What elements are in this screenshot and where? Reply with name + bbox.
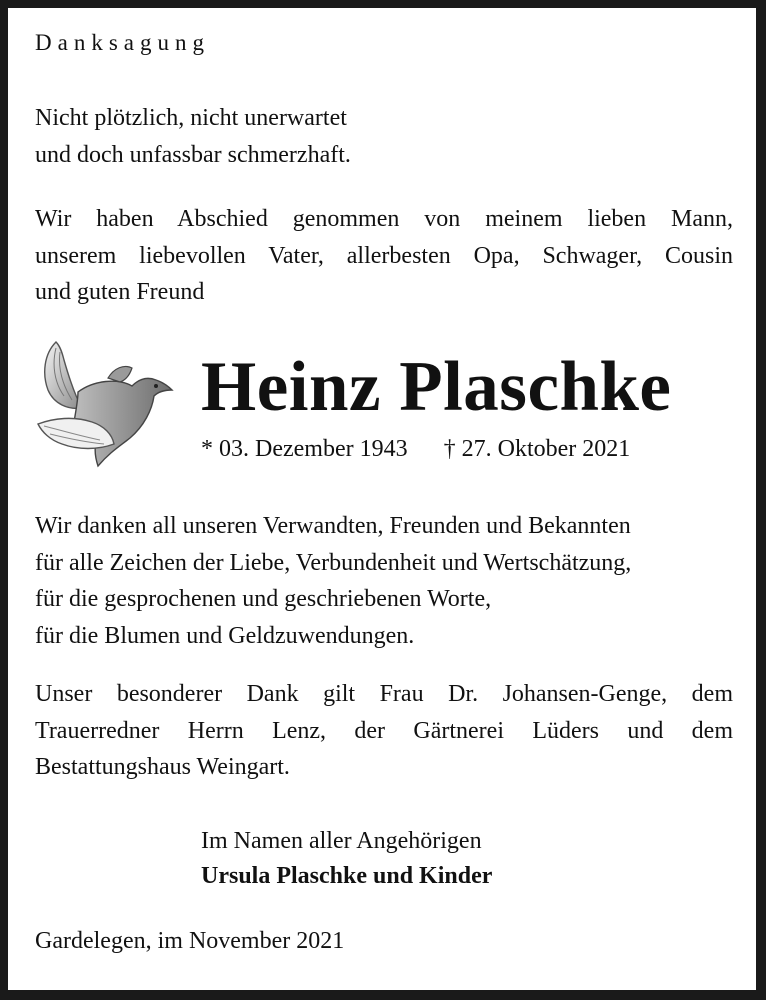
thanks-line: Wir danken all unseren Verwandten, Freunden und Bekannten bbox=[35, 513, 631, 539]
special-line: Bestattungshaus Weingart. bbox=[35, 754, 290, 780]
intro-line: und doch unfassbar schmerzhaft. bbox=[35, 141, 351, 168]
farewell-line: und guten Freund bbox=[35, 279, 205, 305]
thanks-text bbox=[35, 508, 733, 654]
special-line: Trauerredner Herrn Lenz, der Gärtnerei Lüders und dem bbox=[35, 717, 733, 744]
signature bbox=[201, 824, 492, 894]
death-date: † 27. Oktober 2021 bbox=[443, 436, 631, 462]
farewell-line: Wir haben Abschied genommen von meinem lieben Mann, bbox=[35, 206, 733, 232]
intro-line: Nicht plötzlich, nicht unerwartet bbox=[35, 105, 347, 131]
birth-date: * 03. Dezember 1943 bbox=[201, 436, 408, 462]
special-line: Unser besonderer Dank gilt Frau Dr. Johansen-Genge, dem bbox=[35, 681, 733, 707]
deceased-name: Heinz Plaschke bbox=[201, 348, 672, 426]
dove-icon bbox=[34, 334, 176, 476]
farewell-text bbox=[35, 201, 733, 311]
life-dates bbox=[201, 436, 630, 463]
thanks-line: für die Blumen und Geldzuwendungen. bbox=[35, 622, 415, 649]
farewell-line: unserem liebevollen Vater, allerbesten Opa, Schwager, Cousin bbox=[35, 242, 733, 269]
special-thanks-text bbox=[35, 676, 733, 786]
intro-text bbox=[35, 100, 733, 173]
signature-intro: Im Namen aller Angehörigen bbox=[201, 828, 482, 854]
place-date: Gardelegen, im November 2021 bbox=[35, 928, 345, 954]
thanks-line: für alle Zeichen der Liebe, Verbundenheit und Wertschätzung, bbox=[35, 549, 632, 576]
notice-heading: Danksagung bbox=[35, 30, 210, 55]
obituary-notice bbox=[8, 8, 756, 990]
thanks-line: für die gesprochenen und geschriebenen Worte, bbox=[35, 586, 492, 612]
signature-name: Ursula Plaschke und Kinder bbox=[201, 863, 493, 889]
